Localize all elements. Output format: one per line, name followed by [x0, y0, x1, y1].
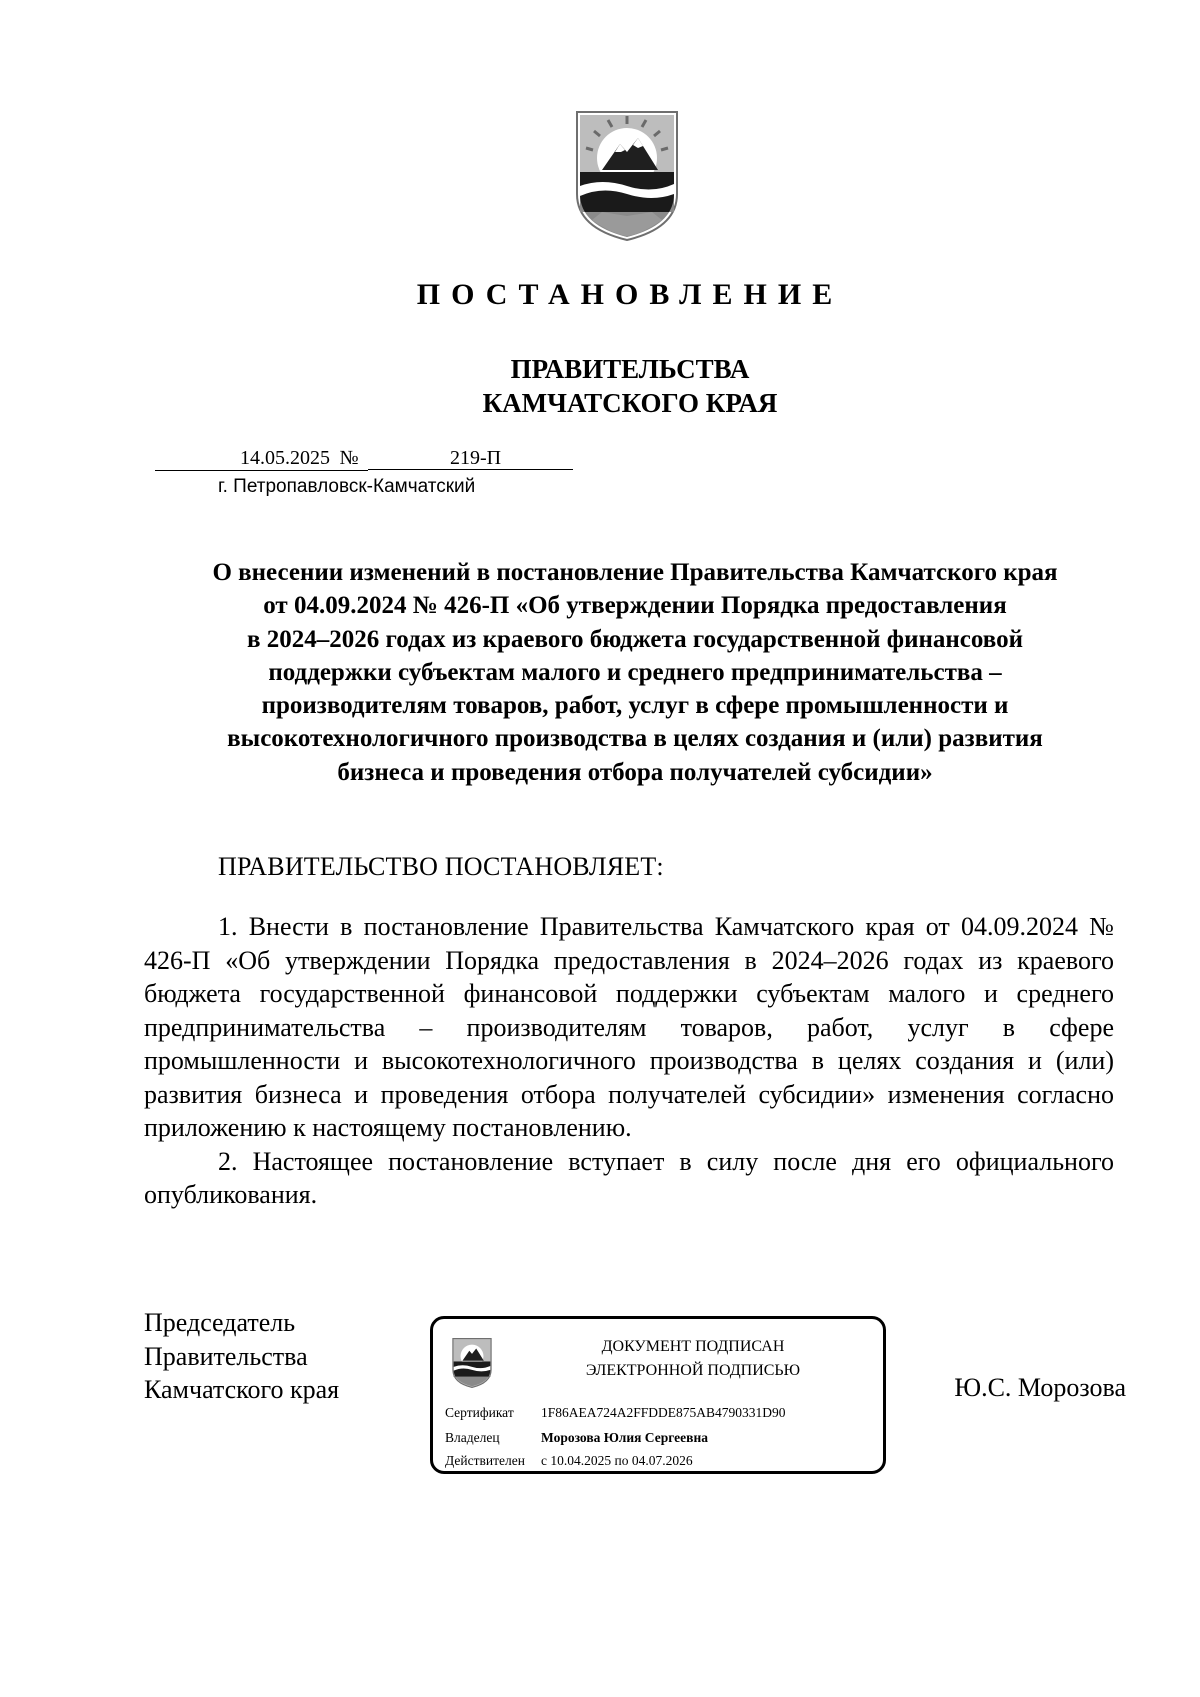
authority-line-1: ПРАВИТЕЛЬСТВА: [510, 354, 750, 384]
signer-position: [144, 1306, 339, 1407]
electronic-signature-stamp: [430, 1316, 886, 1474]
document-date: 14.05.2025: [155, 446, 330, 471]
stamp-coat-of-arms-icon: [451, 1337, 493, 1389]
signer-position-line: Председатель: [144, 1308, 296, 1337]
document-number: 219-П: [368, 446, 573, 470]
document-type-heading: ПОСТАНОВЛЕНИЕ: [416, 278, 844, 311]
issuing-authority: [0, 352, 1200, 420]
stamp-validity-row: [445, 1453, 693, 1469]
validity-value: с 10.04.2025 по 04.07.2026: [541, 1453, 693, 1468]
stamp-heading: [513, 1335, 873, 1383]
body-paragraph-1: 1. Внести в постановление Правительства Камчатского края от 04.09.2024 № 426-П «Об утверждении Порядка предоставления в 2024–2026 годах из краевого бюджета государственной финансовой поддержки субъектам малого и среднего предпринимательства – производителям товаров, работ, услуг в сфере промышленности и высокотехнологичного производства в целях создания и (или) развития бизнеса и проведения отбора получателей субсидии» изменения согласно приложению к настоящему постановлению.: [144, 912, 1114, 1142]
document-city: г. Петропавловск-Камчатский: [218, 476, 476, 497]
coat-of-arms-icon: [572, 110, 682, 242]
subject-line: высокотехнологичного производства в целях создания и (или) развития: [227, 725, 1043, 753]
document-date-number: [155, 446, 573, 470]
stamp-heading-line-2: ЭЛЕКТРОННОЙ ПОДПИСЬЮ: [585, 1362, 801, 1379]
stamp-heading-line-1: ДОКУМЕНТ ПОДПИСАН: [601, 1338, 785, 1355]
subject-line: поддержки субъектам малого и среднего предпринимательства –: [268, 658, 1002, 686]
validity-label: Действителен: [445, 1453, 525, 1468]
subject-line: О внесении изменений в постановление Правительства Камчатского края: [212, 559, 1058, 586]
signer-position-line: Камчатского края: [144, 1375, 340, 1404]
document-body: [144, 910, 1114, 1212]
signer-name: Ю.С. Морозова: [954, 1373, 1126, 1402]
subject-line: в 2024–2026 годах из краевого бюджета государственной финансовой: [246, 625, 1023, 653]
subject-line: бизнеса и проведения отбора получателей субсидии»: [337, 758, 933, 786]
number-sign: №: [330, 446, 368, 471]
document-subject: [140, 556, 1130, 789]
subject-line: от 04.09.2024 № 426-П «Об утверждении Порядка предоставления: [263, 592, 1007, 620]
signer-position-line: Правительства: [144, 1341, 308, 1371]
authority-line-2: КАМЧАТСКОГО КРАЯ: [482, 388, 778, 418]
owner-label: Владелец: [445, 1430, 500, 1445]
certificate-label: Сертификат: [445, 1405, 514, 1420]
certificate-value: 1F86AEA724A2FFDDE875AB4790331D90: [541, 1405, 786, 1420]
stamp-certificate-row: [445, 1405, 786, 1421]
resolves-heading: ПРАВИТЕЛЬСТВО ПОСТАНОВЛЯЕТ:: [218, 852, 664, 881]
subject-line: производителям товаров, работ, услуг в сфере промышленности и: [261, 692, 1009, 720]
body-paragraph-2: 2. Настоящее постановление вступает в силу после дня его официального опубликования.: [144, 1146, 1114, 1209]
stamp-owner-row: [445, 1430, 708, 1446]
owner-value: Морозова Юлия Сергеевна: [541, 1430, 708, 1445]
